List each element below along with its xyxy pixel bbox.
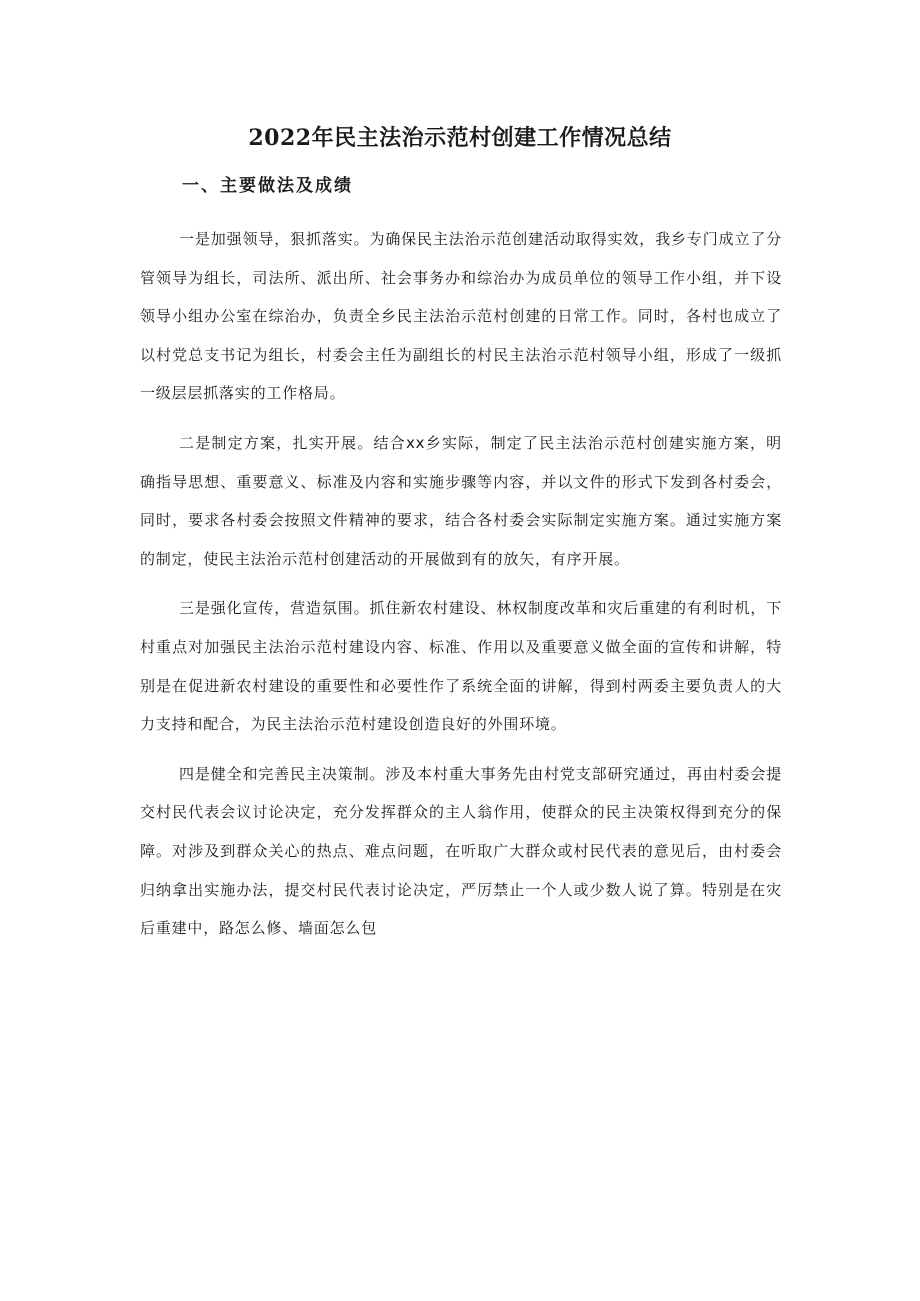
paragraph-publicity: 三是强化宣传，营造氛围。抓住新农村建设、林权制度改革和灾后重建的有利时机，下村重点对加强民主法治示范村建设内容、标准、作用以及重要意义做全面的宣传和讲解，特别是在促进新农村建设的重要性和必要性作了系统全面的讲解，得到村两委主要负责人的大力支持和配合，为民主法治示范村建设创造良好的外围环境。	[140, 599, 782, 734]
document-body	[140, 220, 782, 959]
paragraph-plan: 二是制定方案，扎实开展。结合xx乡实际，制定了民主法治示范村创建实施方案，明确指导思想、重要意义、标准及内容和实施步骤等内容，并以文件的形式下发到各村委会，同时，要求各村委会按照文件精神的要求，结合各村委会实际制定实施方案。通过实施方案的制定，使民主法治示范村创建活动的开展做到有的放矢，有序开展。	[140, 433, 782, 568]
document-title: 2022年民主法治示范村创建工作情况总结	[248, 125, 672, 151]
paragraph-decision-making: 四是健全和完善民主决策制。涉及本村重大事务先由村党支部研究通过，再由村委会提交村民代表会议讨论决定，充分发挥群众的主人翁作用，使群众的民主决策权得到充分的保障。对涉及到群众关心的热点、难点问题，在听取广大群众或村民代表的意见后，由村委会归纳拿出实施办法，提交村民代表讨论决定，严厉禁止一个人或少数人说了算。特别是在灾后重建中，路怎么修、墙面怎么包	[140, 764, 782, 938]
section-heading: 一、主要做法及成绩	[182, 176, 353, 196]
paragraph-leadership: 一是加强领导，狠抓落实。为确保民主法治示范创建活动取得实效，我乡专门成立了分管领导为组长，司法所、派出所、社会事务办和综治办为成员单位的领导工作小组，并下设领导小组办公室在综治办，负责全乡民主法治示范村创建的日常工作。同时，各村也成立了以村党总支书记为组长，村委会主任为副组长的村民主法治示范村领导小组，形成了一级抓一级层层抓落实的工作格局。	[140, 230, 782, 403]
